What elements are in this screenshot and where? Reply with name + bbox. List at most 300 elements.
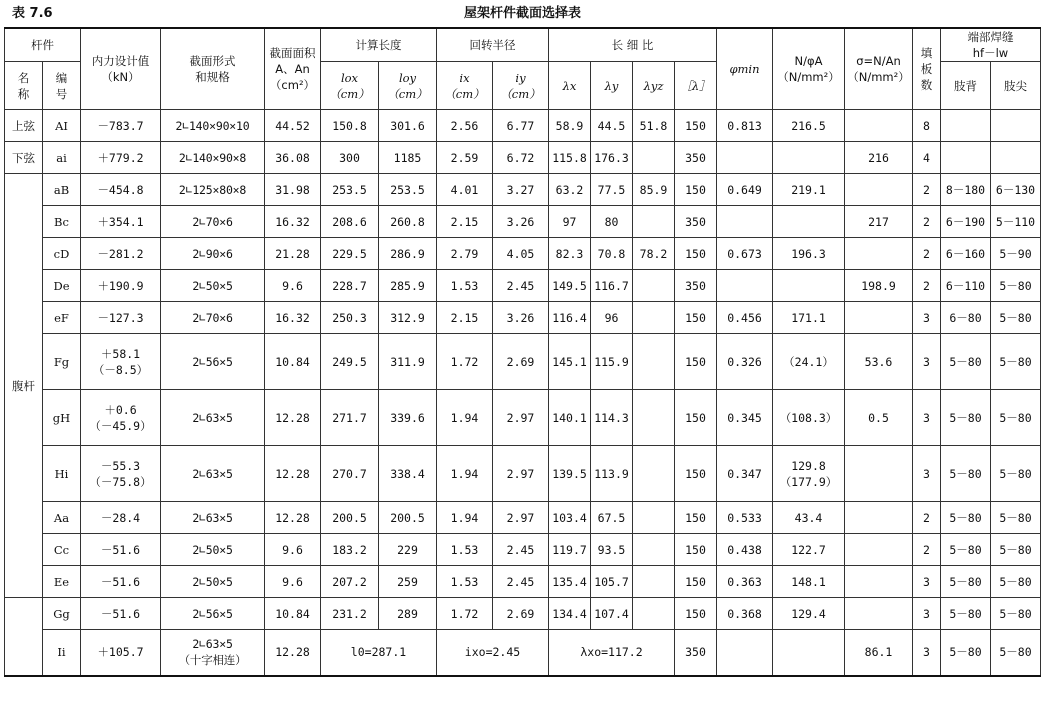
cell-phi: 0.438 (717, 534, 773, 566)
cell-weld-toe (991, 110, 1041, 142)
cell-ix: 1.94 (437, 390, 493, 446)
cell-lambda-y: 96 (591, 302, 633, 334)
cell-section: 2∟63×5 (161, 390, 265, 446)
cell-lambda-y: 70.8 (591, 238, 633, 270)
cell-ix: 1.53 (437, 534, 493, 566)
cell-filler: 3 (913, 598, 941, 630)
cell-area: 16.32 (265, 302, 321, 334)
col-lambda-limit: ［λ］ (675, 62, 717, 110)
cell-lambda-yz (633, 390, 675, 446)
cell-weld-back: 6－110 (941, 270, 991, 302)
table-row (5, 502, 1041, 534)
cell-code: Aa (43, 502, 81, 534)
cell-iy: 6.77 (493, 110, 549, 142)
cell-iy: 2.45 (493, 270, 549, 302)
cell-code: Cc (43, 534, 81, 566)
cell-lox: 270.7 (321, 446, 379, 502)
cell-force: ＋58.1 （－8.5） (81, 334, 161, 390)
cell-loy: 289 (379, 598, 437, 630)
cell-weld-toe (991, 142, 1041, 174)
cell-io: ixo=2.45 (437, 630, 549, 676)
cell-force: ＋0.6 （－45.9） (81, 390, 161, 446)
cell-weld-back: 5－80 (941, 566, 991, 598)
cell-stress-phi (773, 142, 845, 174)
cell-lambda-x: 139.5 (549, 446, 591, 502)
cell-lox: 249.5 (321, 334, 379, 390)
cell-stress-net: 0.5 (845, 390, 913, 446)
col-code: 编 号 (43, 62, 81, 110)
cell-code: cD (43, 238, 81, 270)
cell-weld-back: 5－80 (941, 630, 991, 676)
cell-lambda-yz (633, 598, 675, 630)
cell-filler: 8 (913, 110, 941, 142)
cell-weld-back: 6－160 (941, 238, 991, 270)
cell-loy: 312.9 (379, 302, 437, 334)
cell-lambda-limit: 150 (675, 238, 717, 270)
cell-lambda-yz (633, 534, 675, 566)
cell-ix: 1.94 (437, 446, 493, 502)
table-row (5, 270, 1041, 302)
cell-ix: 1.53 (437, 566, 493, 598)
cell-phi: 0.533 (717, 502, 773, 534)
cell-lox: 271.7 (321, 390, 379, 446)
cell-lambda-x: 103.4 (549, 502, 591, 534)
cell-lox: 300 (321, 142, 379, 174)
cell-area: 31.98 (265, 174, 321, 206)
cell-iy: 2.69 (493, 334, 549, 390)
cell-filler: 2 (913, 502, 941, 534)
cell-lambda-y: 176.3 (591, 142, 633, 174)
cell-stress-net (845, 534, 913, 566)
cell-stress-net (845, 302, 913, 334)
cell-filler: 2 (913, 238, 941, 270)
cell-ix: 1.72 (437, 598, 493, 630)
cell-phi: 0.368 (717, 598, 773, 630)
table-row (5, 334, 1041, 390)
cell-stress-net (845, 446, 913, 502)
cell-section: 2∟140×90×10 (161, 110, 265, 142)
cell-lambda-yz (633, 334, 675, 390)
cell-phi: 0.456 (717, 302, 773, 334)
cell-iy: 2.69 (493, 598, 549, 630)
cell-lox: 207.2 (321, 566, 379, 598)
cell-lambda-limit: 350 (675, 630, 717, 676)
cell-filler: 3 (913, 566, 941, 598)
cell-filler: 3 (913, 630, 941, 676)
cell-lambda-x: 134.4 (549, 598, 591, 630)
cell-stress-phi: 43.4 (773, 502, 845, 534)
cell-weld-back: 5－80 (941, 446, 991, 502)
col-lambda-x: λx (549, 62, 591, 110)
cell-stress-net (845, 174, 913, 206)
table-row (5, 302, 1041, 334)
cell-section: 2∟70×6 (161, 302, 265, 334)
cell-weld-toe: 5－80 (991, 598, 1041, 630)
cell-loy: 253.5 (379, 174, 437, 206)
cell-stress-phi: 148.1 (773, 566, 845, 598)
cell-section: 2∟50×5 (161, 566, 265, 598)
cell-iy: 3.26 (493, 302, 549, 334)
cell-iy: 2.97 (493, 446, 549, 502)
cell-code: Gg (43, 598, 81, 630)
cell-filler: 3 (913, 390, 941, 446)
cell-force: ＋105.7 (81, 630, 161, 676)
cell-area: 16.32 (265, 206, 321, 238)
table-title: 屋架杆件截面选择表 (463, 6, 581, 21)
cell-code: gH (43, 390, 81, 446)
cell-filler: 3 (913, 446, 941, 502)
cell-lambda-y: 107.4 (591, 598, 633, 630)
cell-code: Ee (43, 566, 81, 598)
cell-section: 2∟50×5 (161, 270, 265, 302)
cell-area: 21.28 (265, 238, 321, 270)
cell-weld-toe: 5－80 (991, 270, 1041, 302)
cell-stress-phi: 122.7 (773, 534, 845, 566)
cell-stress-phi (773, 206, 845, 238)
cell-phi (717, 270, 773, 302)
cell-lox: 208.6 (321, 206, 379, 238)
cell-code: Hi (43, 446, 81, 502)
cell-section: 2∟63×5 (161, 446, 265, 502)
member-section-table (4, 27, 1041, 677)
cell-lambda-y: 77.5 (591, 174, 633, 206)
cell-ix: 4.01 (437, 174, 493, 206)
cell-lambda-y: 44.5 (591, 110, 633, 142)
cell-lambda-x: 82.3 (549, 238, 591, 270)
cell-stress-phi: 171.1 (773, 302, 845, 334)
cell-loy: 260.8 (379, 206, 437, 238)
cell-force: ＋779.2 (81, 142, 161, 174)
cell-weld-back: 8－180 (941, 174, 991, 206)
cell-area: 12.28 (265, 390, 321, 446)
cell-weld-toe: 5－80 (991, 502, 1041, 534)
cell-ix: 1.94 (437, 502, 493, 534)
cell-loy: 285.9 (379, 270, 437, 302)
cell-filler: 2 (913, 174, 941, 206)
cell-stress-net (845, 502, 913, 534)
cell-loy: 286.9 (379, 238, 437, 270)
cell-ix: 1.72 (437, 334, 493, 390)
col-area: 截面面积 A、An （cm²） (265, 28, 321, 110)
cell-force: －783.7 (81, 110, 161, 142)
cell-lambda-yz (633, 302, 675, 334)
cell-stress-phi (773, 630, 845, 676)
cell-iy: 2.97 (493, 502, 549, 534)
cell-lox: 183.2 (321, 534, 379, 566)
cell-lambda-x: 115.8 (549, 142, 591, 174)
cell-force: －51.6 (81, 534, 161, 566)
col-section: 截面形式 和规格 (161, 28, 265, 110)
cell-lambda-y: 93.5 (591, 534, 633, 566)
cell-stress-net (845, 598, 913, 630)
cell-area: 9.6 (265, 534, 321, 566)
cell-phi: 0.363 (717, 566, 773, 598)
cell-filler: 4 (913, 142, 941, 174)
cell-stress-phi (773, 270, 845, 302)
cell-phi (717, 630, 773, 676)
cell-weld-toe: 5－80 (991, 446, 1041, 502)
cell-weld-toe: 6－130 (991, 174, 1041, 206)
cell-iy: 2.45 (493, 566, 549, 598)
cell-stress-net: 86.1 (845, 630, 913, 676)
cell-stress-net (845, 110, 913, 142)
cell-lambda-limit: 150 (675, 502, 717, 534)
cell-lambda-limit: 150 (675, 334, 717, 390)
col-name: 名 称 (5, 62, 43, 110)
cell-section: 2∟140×90×8 (161, 142, 265, 174)
cell-lambda-yz (633, 270, 675, 302)
cell-force: －28.4 (81, 502, 161, 534)
col-force: 内力设计值 （kN） (81, 28, 161, 110)
cell-lambda-x: 97 (549, 206, 591, 238)
cell-code: AI (43, 110, 81, 142)
cell-filler: 3 (913, 334, 941, 390)
cell-weld-toe: 5－90 (991, 238, 1041, 270)
cell-weld-toe: 5－110 (991, 206, 1041, 238)
table-row (5, 598, 1041, 630)
col-loy: loy （cm） (379, 62, 437, 110)
cell-area: 12.28 (265, 502, 321, 534)
cell-stress-net: 53.6 (845, 334, 913, 390)
cell-stress-phi: （108.3） (773, 390, 845, 446)
group-web: 腹杆 (5, 174, 43, 598)
cell-iy: 3.26 (493, 206, 549, 238)
cell-filler: 2 (913, 534, 941, 566)
cell-lambda-y: 67.5 (591, 502, 633, 534)
table-row (5, 110, 1041, 142)
cell-lambda-limit: 150 (675, 174, 717, 206)
cell-lox: 250.3 (321, 302, 379, 334)
table-row (5, 206, 1041, 238)
cell-lambda-x: 116.4 (549, 302, 591, 334)
table-number: 表 7.6 (12, 6, 53, 21)
col-gyration: 回转半径 (437, 28, 549, 62)
col-lambda-yz: λyz (633, 62, 675, 110)
cell-weld-toe: 5－80 (991, 534, 1041, 566)
cell-lox: 228.7 (321, 270, 379, 302)
cell-stress-net (845, 566, 913, 598)
cell-phi (717, 206, 773, 238)
cell-force: －127.3 (81, 302, 161, 334)
cell-phi: 0.326 (717, 334, 773, 390)
cell-filler: 3 (913, 302, 941, 334)
cell-iy: 2.97 (493, 390, 549, 446)
cell-stress-net: 216 (845, 142, 913, 174)
cell-lambda-x: 119.7 (549, 534, 591, 566)
cell-lambda-limit: 150 (675, 390, 717, 446)
cell-weld-toe: 5－80 (991, 566, 1041, 598)
cell-lox: 229.5 (321, 238, 379, 270)
cell-section: 2∟56×5 (161, 598, 265, 630)
cell-section: 2∟90×6 (161, 238, 265, 270)
cell-lox: 231.2 (321, 598, 379, 630)
table-row (5, 534, 1041, 566)
cell-force: －55.3 （－75.8） (81, 446, 161, 502)
cell-phi (717, 142, 773, 174)
cell-lambda-limit: 150 (675, 302, 717, 334)
cell-lambda-limit: 350 (675, 270, 717, 302)
table-row (5, 238, 1041, 270)
cell-filler: 2 (913, 206, 941, 238)
table-row (5, 142, 1041, 174)
cell-area: 12.28 (265, 446, 321, 502)
cell-stress-phi: 129.4 (773, 598, 845, 630)
cell-area: 12.28 (265, 630, 321, 676)
cell-loy: 200.5 (379, 502, 437, 534)
cell-weld-back: 6－190 (941, 206, 991, 238)
cell-ix: 2.79 (437, 238, 493, 270)
cell-area: 10.84 (265, 334, 321, 390)
cell-force: －51.6 (81, 566, 161, 598)
cell-lox: 253.5 (321, 174, 379, 206)
col-filler: 填 板 数 (913, 28, 941, 110)
cell-code: Fg (43, 334, 81, 390)
cell-lambda-o: λxo=117.2 (549, 630, 675, 676)
table-row (5, 630, 1041, 676)
cell-ix: 2.59 (437, 142, 493, 174)
cell-loy: 229 (379, 534, 437, 566)
cell-weld-toe: 5－80 (991, 302, 1041, 334)
cell-lambda-yz (633, 446, 675, 502)
cell-ix: 2.15 (437, 302, 493, 334)
table-row (5, 174, 1041, 206)
cell-lambda-y: 115.9 (591, 334, 633, 390)
cell-phi: 0.347 (717, 446, 773, 502)
col-slenderness: 长 细 比 (549, 28, 717, 62)
cell-code: ai (43, 142, 81, 174)
col-lambda-y: λy (591, 62, 633, 110)
cell-phi: 0.345 (717, 390, 773, 446)
cell-code: eF (43, 302, 81, 334)
cell-lambda-limit: 350 (675, 206, 717, 238)
cell-stress-phi: （24.1） (773, 334, 845, 390)
cell-phi: 0.813 (717, 110, 773, 142)
cell-lambda-y: 116.7 (591, 270, 633, 302)
cell-weld-back: 6－80 (941, 302, 991, 334)
cell-loy: 1185 (379, 142, 437, 174)
cell-lambda-y: 114.3 (591, 390, 633, 446)
cell-lambda-limit: 350 (675, 142, 717, 174)
cell-section: 2∟56×5 (161, 334, 265, 390)
cell-area: 44.52 (265, 110, 321, 142)
cell-ix: 1.53 (437, 270, 493, 302)
col-ix: ix （cm） (437, 62, 493, 110)
cell-phi: 0.673 (717, 238, 773, 270)
cell-weld-back: 5－80 (941, 390, 991, 446)
cell-weld-back (941, 142, 991, 174)
cell-iy: 3.27 (493, 174, 549, 206)
cell-stress-net: 217 (845, 206, 913, 238)
cell-stress-phi: 219.1 (773, 174, 845, 206)
cell-stress-phi: 196.3 (773, 238, 845, 270)
cell-lambda-x: 140.1 (549, 390, 591, 446)
cell-stress-phi: 216.5 (773, 110, 845, 142)
cell-lambda-yz (633, 206, 675, 238)
cell-loy: 339.6 (379, 390, 437, 446)
cell-loy: 259 (379, 566, 437, 598)
group-top-chord: 上弦 (5, 110, 43, 142)
cell-force: －281.2 (81, 238, 161, 270)
cell-lambda-limit: 150 (675, 598, 717, 630)
cell-ix: 2.15 (437, 206, 493, 238)
cell-lambda-limit: 150 (675, 110, 717, 142)
cell-section: 2∟63×5 （十字相连） (161, 630, 265, 676)
cell-weld-back: 5－80 (941, 334, 991, 390)
cell-iy: 6.72 (493, 142, 549, 174)
cell-lambda-yz: 85.9 (633, 174, 675, 206)
cell-code: Bc (43, 206, 81, 238)
col-weld-back: 肢背 (941, 62, 991, 110)
cell-lambda-limit: 150 (675, 446, 717, 502)
cell-weld-toe: 5－80 (991, 334, 1041, 390)
cell-force: ＋354.1 (81, 206, 161, 238)
table-row (5, 566, 1041, 598)
cell-lambda-x: 149.5 (549, 270, 591, 302)
col-calc-length: 计算长度 (321, 28, 437, 62)
col-stress-net: σ=N/An （N/mm²） (845, 28, 913, 110)
cell-iy: 4.05 (493, 238, 549, 270)
cell-weld-back: 5－80 (941, 598, 991, 630)
cell-area: 9.6 (265, 270, 321, 302)
group-bottom-chord: 下弦 (5, 142, 43, 174)
cell-code: Ii (43, 630, 81, 676)
cell-section: 2∟50×5 (161, 534, 265, 566)
cell-code: aB (43, 174, 81, 206)
cell-weld-toe: 5－80 (991, 630, 1041, 676)
cell-area: 10.84 (265, 598, 321, 630)
cell-lambda-yz: 78.2 (633, 238, 675, 270)
cell-stress-net: 198.9 (845, 270, 913, 302)
cell-loy: 301.6 (379, 110, 437, 142)
cell-area: 9.6 (265, 566, 321, 598)
group-blank (5, 598, 43, 676)
cell-force: －454.8 (81, 174, 161, 206)
cell-lambda-yz (633, 566, 675, 598)
cell-weld-toe: 5－80 (991, 390, 1041, 446)
cell-lambda-yz: 51.8 (633, 110, 675, 142)
cell-lambda-y: 113.9 (591, 446, 633, 502)
cell-stress-net (845, 238, 913, 270)
cell-lambda-limit: 150 (675, 534, 717, 566)
table-row (5, 446, 1041, 502)
cell-section: 2∟63×5 (161, 502, 265, 534)
col-member: 杆件 (5, 28, 81, 62)
cell-lo: l0=287.1 (321, 630, 437, 676)
col-iy: iy （cm） (493, 62, 549, 110)
cell-section: 2∟125×80×8 (161, 174, 265, 206)
cell-weld-back: 5－80 (941, 502, 991, 534)
cell-lambda-x: 145.1 (549, 334, 591, 390)
cell-stress-phi: 129.8 （177.9） (773, 446, 845, 502)
cell-lambda-x: 63.2 (549, 174, 591, 206)
col-weld: 端部焊缝 hf－lw (941, 28, 1041, 62)
col-stress-phi: N/φA （N/mm²） (773, 28, 845, 110)
cell-lambda-limit: 150 (675, 566, 717, 598)
col-phi: φmin (717, 28, 773, 110)
cell-force: －51.6 (81, 598, 161, 630)
cell-section: 2∟70×6 (161, 206, 265, 238)
cell-lox: 200.5 (321, 502, 379, 534)
cell-lambda-y: 105.7 (591, 566, 633, 598)
col-weld-toe: 肢尖 (991, 62, 1041, 110)
cell-lambda-yz (633, 142, 675, 174)
col-lox: lox （cm） (321, 62, 379, 110)
cell-lambda-x: 58.9 (549, 110, 591, 142)
cell-filler: 2 (913, 270, 941, 302)
cell-lambda-y: 80 (591, 206, 633, 238)
cell-lambda-x: 135.4 (549, 566, 591, 598)
cell-iy: 2.45 (493, 534, 549, 566)
